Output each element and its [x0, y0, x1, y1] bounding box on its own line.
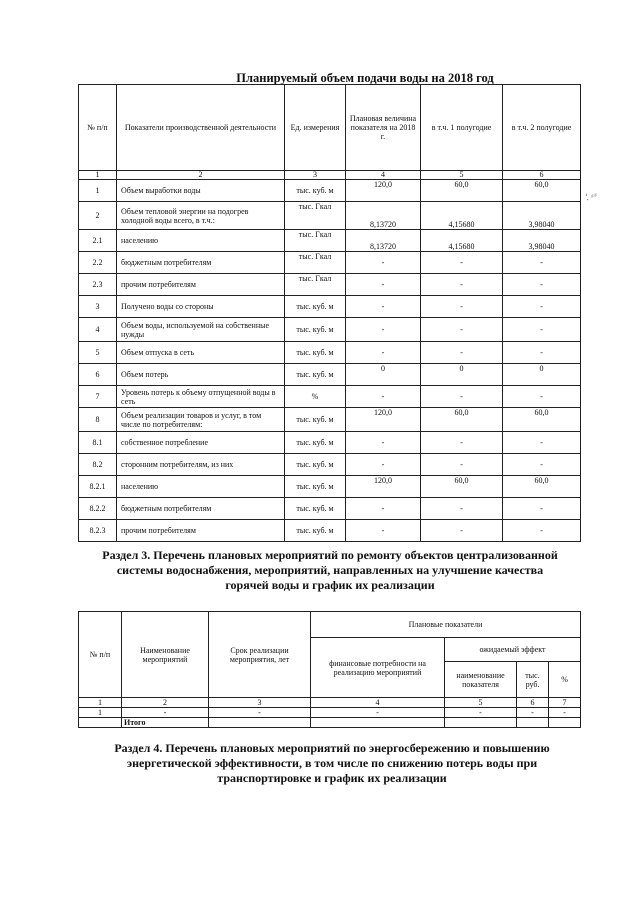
half1-value: 60,0 [421, 408, 503, 432]
column-number: 1 [79, 698, 122, 708]
table-row [79, 708, 581, 718]
plan-value: - [346, 274, 421, 296]
t2-header-rub: тыс. руб. [517, 662, 549, 698]
half2-value: 3,98040 [503, 230, 581, 252]
table-row [79, 318, 581, 342]
half2-value: 0 [503, 364, 581, 386]
total-row [79, 718, 581, 728]
unit: тыс. куб. м [285, 318, 346, 342]
half1-value: - [421, 520, 503, 542]
t2-header-name: Наименование мероприятий [122, 612, 209, 698]
cell [209, 718, 311, 728]
row-number: 1 [79, 180, 117, 202]
indicator-name: собственное потребление [117, 432, 285, 454]
page-title: Планируемый объем подачи воды на 2018 год [236, 71, 494, 85]
table-row [79, 202, 581, 230]
table-row [79, 408, 581, 432]
header-unit: Ед. измерения [285, 85, 346, 171]
column-number: 4 [346, 171, 421, 180]
indicator-name: прочим потребителям [117, 274, 285, 296]
plan-value: - [346, 432, 421, 454]
table-row [79, 520, 581, 542]
t2-header-fin: финансовые потребности на реализацию мероприятий [311, 638, 445, 698]
half1-value: 60,0 [421, 476, 503, 498]
indicator-name: Получено воды со стороны [117, 296, 285, 318]
indicator-name: населению [117, 476, 285, 498]
half1-value: - [421, 296, 503, 318]
half2-value: - [503, 274, 581, 296]
row-number: 8.2.2 [79, 498, 117, 520]
plan-value: 120,0 [346, 408, 421, 432]
table-row [79, 386, 581, 408]
half2-value: 60,0 [503, 476, 581, 498]
plan-value: 120,0 [346, 476, 421, 498]
plan-value: 0 [346, 364, 421, 386]
plan-value: - [346, 296, 421, 318]
header-num: № п/п [79, 85, 117, 171]
cell [311, 718, 445, 728]
half1-value: - [421, 432, 503, 454]
cell: 1 [79, 708, 122, 718]
header-plan: Плановая величина показателя на 2018 г. [346, 85, 421, 171]
half2-value: - [503, 454, 581, 476]
half1-value: 0 [421, 364, 503, 386]
unit: % [285, 386, 346, 408]
unit: тыс. куб. м [285, 342, 346, 364]
column-number: 6 [517, 698, 549, 708]
half2-value: - [503, 252, 581, 274]
indicator-name: Объем выработки воды [117, 180, 285, 202]
indicator-name: бюджетным потребителям [117, 252, 285, 274]
row-number: 7 [79, 386, 117, 408]
row-number: 8.2.1 [79, 476, 117, 498]
row-number: 2.3 [79, 274, 117, 296]
t2-header-indicator: наименование показателя [445, 662, 517, 698]
plan-value: - [346, 498, 421, 520]
column-number: 2 [122, 698, 209, 708]
water-supply-table [78, 84, 581, 542]
plan-value: 8,13720 [346, 202, 421, 230]
unit: тыс. Гкал [285, 274, 346, 296]
column-number: 3 [209, 698, 311, 708]
plan-value: - [346, 342, 421, 364]
half1-value: 4,15680 [421, 202, 503, 230]
row-number: 2.1 [79, 230, 117, 252]
column-number: 6 [503, 171, 581, 180]
row-number: 2 [79, 202, 117, 230]
row-number: 4 [79, 318, 117, 342]
unit: тыс. куб. м [285, 498, 346, 520]
indicator-name: Объем тепловой энергии на подогрев холодной воды всего, в т.ч.: [117, 202, 285, 230]
plan-value: - [346, 318, 421, 342]
half2-value: - [503, 318, 581, 342]
header-half1: в т.ч. 1 полугодие [421, 85, 503, 171]
section-3-heading: Раздел 3. Перечень плановых мероприятий по ремонту объектов централизованной системы водоснабжения, мероприятий, направленных на улучшение качества горячей воды и график их реализации [102, 548, 558, 592]
table-row [79, 296, 581, 318]
cell: - [517, 708, 549, 718]
plan-value: 8,13720 [346, 230, 421, 252]
half1-value: - [421, 498, 503, 520]
row-number: 3 [79, 296, 117, 318]
cell: - [122, 708, 209, 718]
unit: тыс. куб. м [285, 408, 346, 432]
half1-value: - [421, 342, 503, 364]
cell [549, 718, 581, 728]
plan-value: - [346, 386, 421, 408]
indicator-name: населению [117, 230, 285, 252]
indicator-name: Объем отпуска в сеть [117, 342, 285, 364]
cell: - [549, 708, 581, 718]
half2-value: 60,0 [503, 180, 581, 202]
unit: тыс. Гкал [285, 202, 346, 230]
unit: тыс. Гкал [285, 252, 346, 274]
indicator-name: Объем воды, используемой на собственные нужды [117, 318, 285, 342]
plan-value: - [346, 520, 421, 542]
cell [445, 718, 517, 728]
table-row [79, 454, 581, 476]
cell: - [311, 708, 445, 718]
table-body [79, 180, 581, 542]
row-number: 6 [79, 364, 117, 386]
half2-value: - [503, 520, 581, 542]
table-header-row [79, 85, 581, 171]
plan-value: 120,0 [346, 180, 421, 202]
row-number: 8 [79, 408, 117, 432]
plan-value: - [346, 252, 421, 274]
unit: тыс. куб. м [285, 180, 346, 202]
unit: тыс. куб. м [285, 296, 346, 318]
total-label: Итого [122, 718, 209, 728]
column-number-row [79, 171, 581, 180]
column-number: 1 [79, 171, 117, 180]
margin-note: ⸵ ⸗⸗ [584, 189, 599, 204]
column-number: 5 [421, 171, 503, 180]
row-number: 5 [79, 342, 117, 364]
t2-header-pct: % [549, 662, 581, 698]
table-row [79, 230, 581, 252]
half1-value: - [421, 274, 503, 296]
indicator-name: прочим потребителям [117, 520, 285, 542]
unit: тыс. куб. м [285, 476, 346, 498]
column-number: 5 [445, 698, 517, 708]
section-4-heading: Раздел 4. Перечень плановых мероприятий по энергосбережению и повышению энергетической эффективности, в том числе по снижению потерь воды при транспортировке и график их реализации [114, 741, 550, 785]
half2-value: - [503, 386, 581, 408]
indicator-name: Объем потерь [117, 364, 285, 386]
row-number: 2.2 [79, 252, 117, 274]
half1-value: - [421, 454, 503, 476]
row-number: 8.2 [79, 454, 117, 476]
plan-value: - [346, 454, 421, 476]
row-number: 8.2.3 [79, 520, 117, 542]
cell [79, 718, 122, 728]
table-row [79, 180, 581, 202]
half2-value: 3,98040 [503, 202, 581, 230]
half1-value: - [421, 386, 503, 408]
half1-value: 4,15680 [421, 230, 503, 252]
cell: - [209, 708, 311, 718]
table-row [79, 274, 581, 296]
t2-column-number-row [79, 698, 581, 708]
unit: тыс. куб. м [285, 364, 346, 386]
half2-value: - [503, 342, 581, 364]
table-row [79, 432, 581, 454]
row-number: 8.1 [79, 432, 117, 454]
table-row [79, 476, 581, 498]
half2-value: 60,0 [503, 408, 581, 432]
indicator-name: бюджетным потребителям [117, 498, 285, 520]
unit: тыс. куб. м [285, 520, 346, 542]
half2-value: - [503, 296, 581, 318]
measures-table [78, 611, 581, 728]
t2-header-plan: Плановые показатели [311, 612, 581, 638]
half1-value: - [421, 252, 503, 274]
column-number: 7 [549, 698, 581, 708]
unit: тыс. куб. м [285, 432, 346, 454]
indicator-name: Объем реализации товаров и услуг, в том числе по потребителям: [117, 408, 285, 432]
table-row [79, 342, 581, 364]
cell: - [445, 708, 517, 718]
column-number: 2 [117, 171, 285, 180]
table-row [79, 252, 581, 274]
t2-header-num: № п/п [79, 612, 122, 698]
half1-value: - [421, 318, 503, 342]
half2-value: - [503, 432, 581, 454]
half2-value: - [503, 498, 581, 520]
cell [517, 718, 549, 728]
t2-header-effect: ожидаемый эффект [445, 638, 581, 662]
header-half2: в т.ч. 2 полугодие [503, 85, 581, 171]
column-number: 3 [285, 171, 346, 180]
unit: тыс. Гкал [285, 230, 346, 252]
header-indicator: Показатели производственной деятельности [117, 85, 285, 171]
indicator-name: сторонним потребителям, из них [117, 454, 285, 476]
column-number: 4 [311, 698, 445, 708]
unit: тыс. куб. м [285, 454, 346, 476]
table-row [79, 498, 581, 520]
table-row [79, 364, 581, 386]
indicator-name: Уровень потерь к объему отпущенной воды в сеть [117, 386, 285, 408]
t2-header-term: Срок реализации мероприятия, лет [209, 612, 311, 698]
half1-value: 60,0 [421, 180, 503, 202]
